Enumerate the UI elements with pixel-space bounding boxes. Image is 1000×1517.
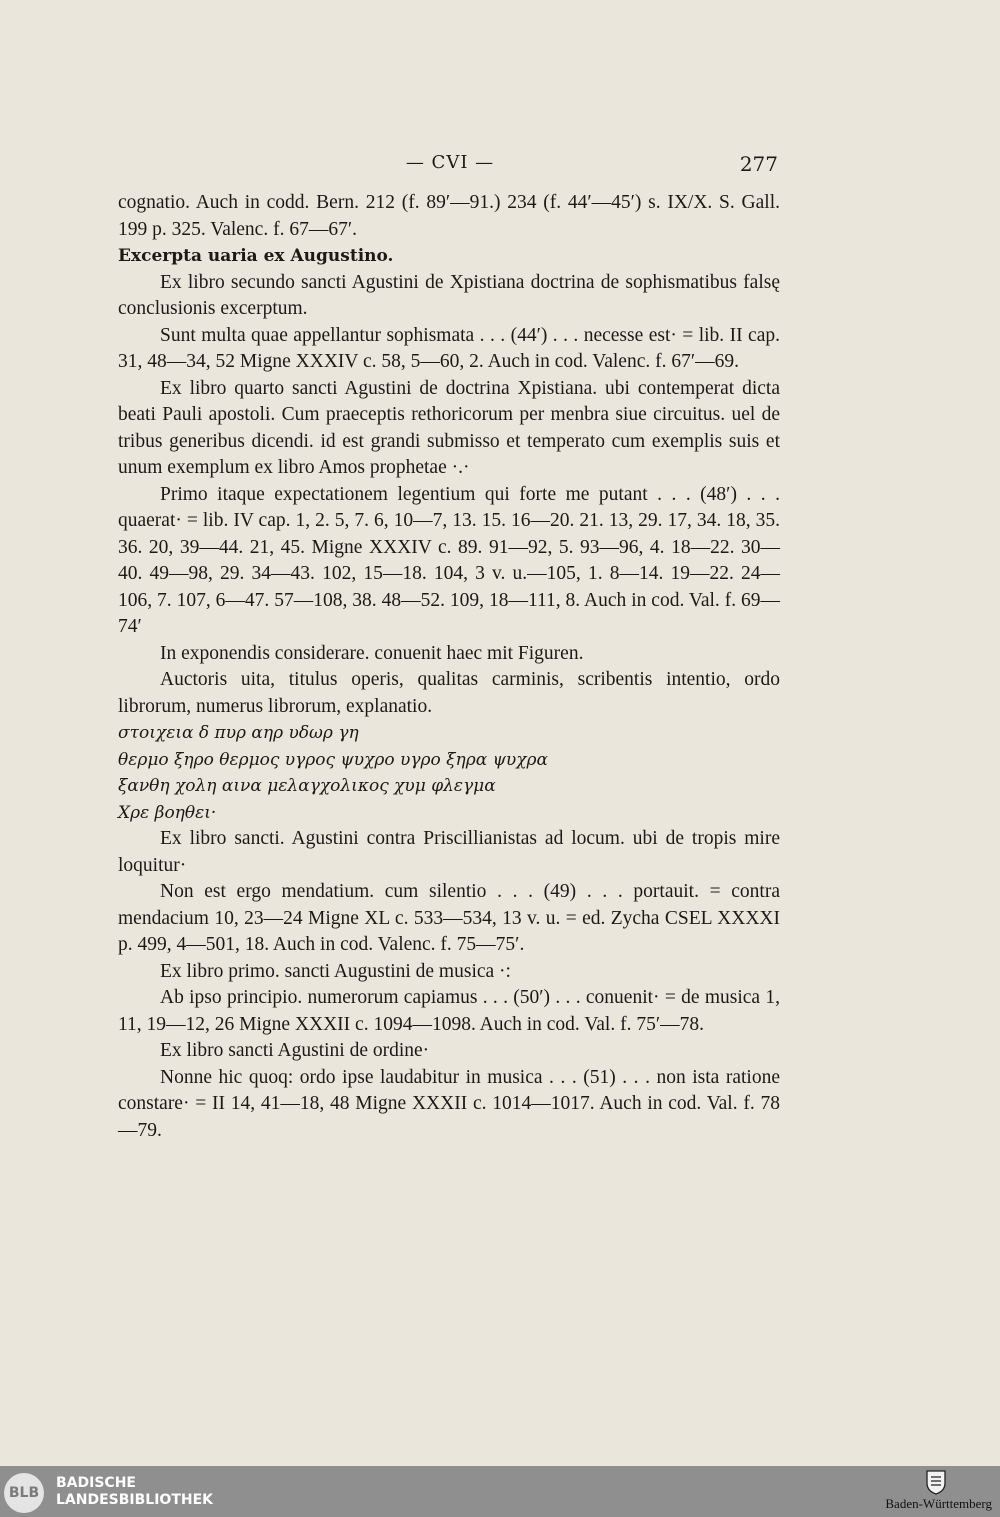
paragraph: Non est ergo mendatium. cum silentio . . . (49) . . . portauit. = contra mendacium 10, 23—24 Migne XL c. 533—534, 13 v. u. = ed. Zycha CSEL XXXXI p. 499, 4—501, 18. Auch in cod. Valenc. f. 75—75′.	[118, 881, 780, 955]
section-heading: Excerpta uaria ex Augustino.	[118, 246, 394, 266]
paragraph: Ex libro quarto sancti Agustini de doctrina Xpistiana. ubi contemperat dicta beati Pauli apostoli. Cum praeceptis rethoricorum per menbra siue circuitus. uel de tribus generibus dicendi. id est grandi submisso et temperato cum exemplis suis et unum exemplum ex libro Amos prophetae ·.·	[118, 377, 780, 478]
paragraph: Ab ipso principio. numerorum capiamus . . . (50′) . . . conuenit· = de musica 1, 11, 19—12, 26 Migne XXXII c. 1094—1098. Auch in cod. Val. f. 75′—78.	[118, 987, 780, 1035]
viewer-footer-bar	[0, 1466, 1000, 1517]
body-text	[118, 190, 780, 1144]
page-number: 277	[739, 152, 778, 176]
library-name-line1: BADISCHE	[56, 1475, 136, 1491]
paragraph: Ex libro sancti. Agustini contra Priscillianistas ad locum. ubi de tropis mire loquitur·	[118, 828, 780, 876]
paragraph: Ex libro sancti Agustini de ordine·	[160, 1040, 430, 1061]
running-header	[0, 150, 1000, 180]
blb-logo: BLB	[4, 1473, 44, 1513]
paragraph: Ex libro secundo sancti Agustini de Xpistiana doctrina de sophismatibus falsę conclusionis excerptum.	[118, 271, 780, 319]
greek-line: ξανθη χολη αινα μελαγχολικος χυμ φλεγμα	[118, 776, 496, 796]
greek-line: θερμο ξηρο θερμος υγρος ψυχρο υγρο ξηρα ψυχρα	[118, 749, 549, 770]
section-signature: — CVI —	[405, 152, 495, 173]
coat-of-arms-icon	[925, 1469, 947, 1495]
state-label: Baden-Württemberg	[885, 1496, 992, 1511]
greek-line: Χρε βοηθει·	[118, 802, 217, 823]
greek-line: στοιχεια δ πυρ αηρ υδωρ γη	[118, 723, 359, 743]
library-name-line2: LANDESBIBLIOTHEK	[56, 1492, 214, 1508]
paragraph: Nonne hic quoq: ordo ipse laudabitur in musica . . . (51) . . . non ista ratione constare· = II 14, 41—18, 48 Migne XXXII c. 1014—1017. Auch in cod. Val. f. 78—79.	[118, 1066, 780, 1141]
paragraph: Primo itaque expectationem legentium qui forte me putant . . . (48′) . . . quaerat· = lib. IV cap. 1, 2. 5, 7. 6, 10—7, 13. 15. 16—20. 21. 13, 29. 17, 34. 18, 35. 36. 20, 39—44. 21, 45. Migne XXXIV c. 89. 91—92, 5. 93—96, 4. 18—22. 30—40. 49—98, 29. 34—43. 102, 15—18. 104, 3 v. u.—105, 1. 8—14. 19—22. 24—106, 7. 107, 6—47. 57—108, 38. 48—52. 109, 18—111, 8. Auch in cod. Val. f. 69—74′	[118, 483, 780, 637]
paragraph: cognatio. Auch in codd. Bern. 212 (f. 89′—91.) 234 (f. 44′—45′) s. IX/X. S. Gall. 199 p. 325. Valenc. f. 67—67′.	[118, 192, 780, 240]
library-name	[56, 1475, 213, 1509]
paragraph: In exponendis considerare. conuenit haec mit Figuren.	[160, 642, 584, 664]
paragraph: Auctoris uita, titulus operis, qualitas carminis, scribentis intentio, ordo librorum, numerus librorum, explanatio.	[118, 669, 780, 717]
paragraph: Ex libro primo. sancti Augustini de musica ·:	[160, 960, 511, 982]
paragraph: Sunt multa quae appellantur sophismata . . . (44′) . . . necesse est· = lib. II cap. 31, 48—34, 52 Migne XXXIV c. 58, 5—60, 2. Auch in cod. Valenc. f. 67′—69.	[118, 324, 780, 372]
